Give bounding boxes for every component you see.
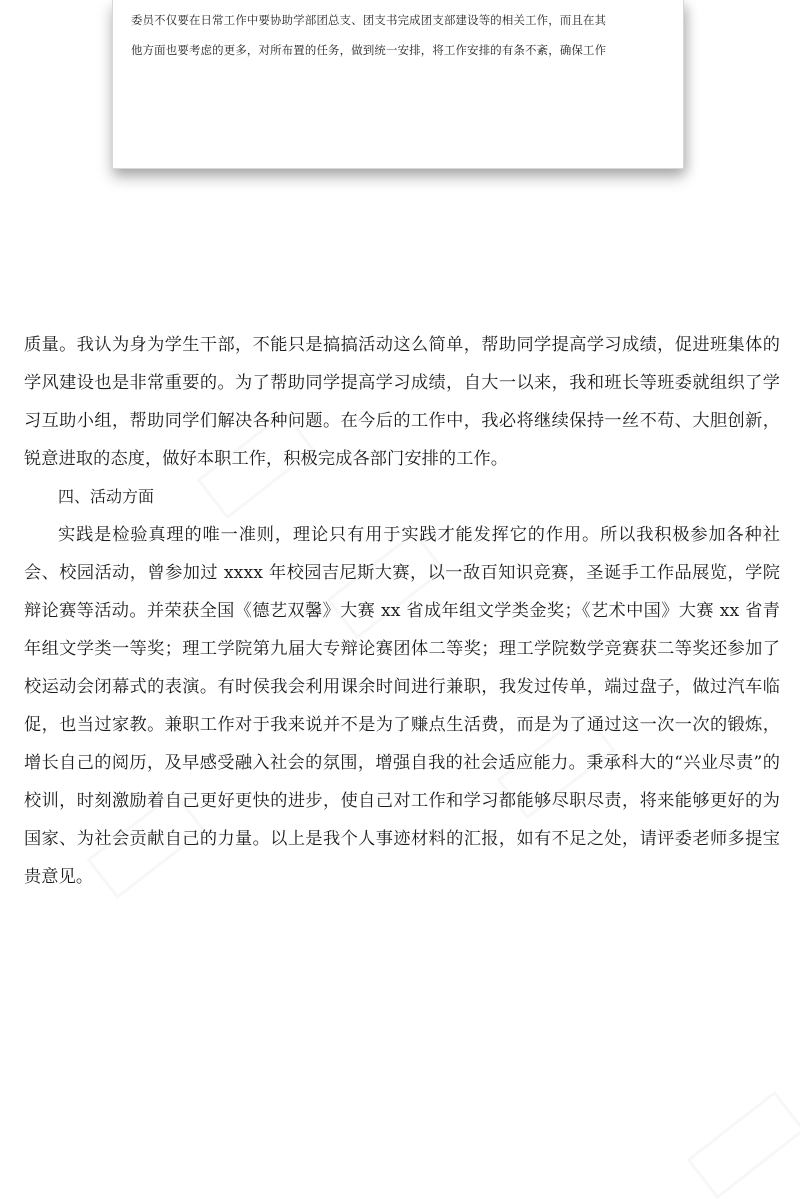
preview-card [112, 0, 684, 169]
preview-text-line-1: 委员不仅要在日常工作中要协助学部团总支、团支书完成团支部建设等的相关工作，而且在其 [131, 13, 607, 27]
document-body [24, 326, 780, 896]
watermark-mark [686, 1091, 800, 1199]
preview-text-line-2: 他方面也要考虑的更多，对所布置的任务，做到统一安排，将工作安排的有条不紊，确保工作 [131, 43, 607, 57]
paragraph-work-quality: 质量。我认为身为学生干部，不能只是搞搞活动这么简单，帮助同学提高学习成绩，促进班集体的学风建设也是非常重要的。为了帮助同学提高学习成绩，自大一以来，我和班长等班委就组织了学习互助小组，帮助同学们解决各种问题。在今后的工作中，我必将继续保持一丝不苟、大胆创新，锐意进取的态度，做好本职工作，积极完成各部门安排的工作。 [24, 335, 780, 469]
section-heading-activities: 四、活动方面 [58, 487, 155, 506]
paragraph-activities: 实践是检验真理的唯一准则，理论只有用于实践才能发挥它的作用。所以我积极参加各种社会、校园活动，曾参加过 xxxx 年校园吉尼斯大赛，以一敌百知识竞赛，圣诞手工作品展览，学院辩论赛等活动。并荣获全国《德艺双馨》大赛 xx 省成年组文学类金奖；《艺术中国》大赛 xx 省青年组文学类一等奖；理工学院第九届大专辩论赛团体二等奖；理工学院数学竞赛获二等奖还参加了校运动会闭幕式的表演。有时侯我会利用课余时间进行兼职，我发过传单，端过盘子，做过汽车临促，也当过家教。兼职工作对于我来说并不是为了赚点生活费，而是为了通过这一次一次的锻炼，增长自己的阅历，及早感受融入社会的氛围，增强自我的社会适应能力。秉承科大的“兴业尽责”的校训，时刻激励着自己更好更快的进步，使自己对工作和学习都能够尽职尽责，将来能够更好的为国家、为社会贡献自己的力量。以上是我个人事迹材料的汇报，如有不足之处，请评委老师多提宝贵意见。 [24, 525, 780, 887]
